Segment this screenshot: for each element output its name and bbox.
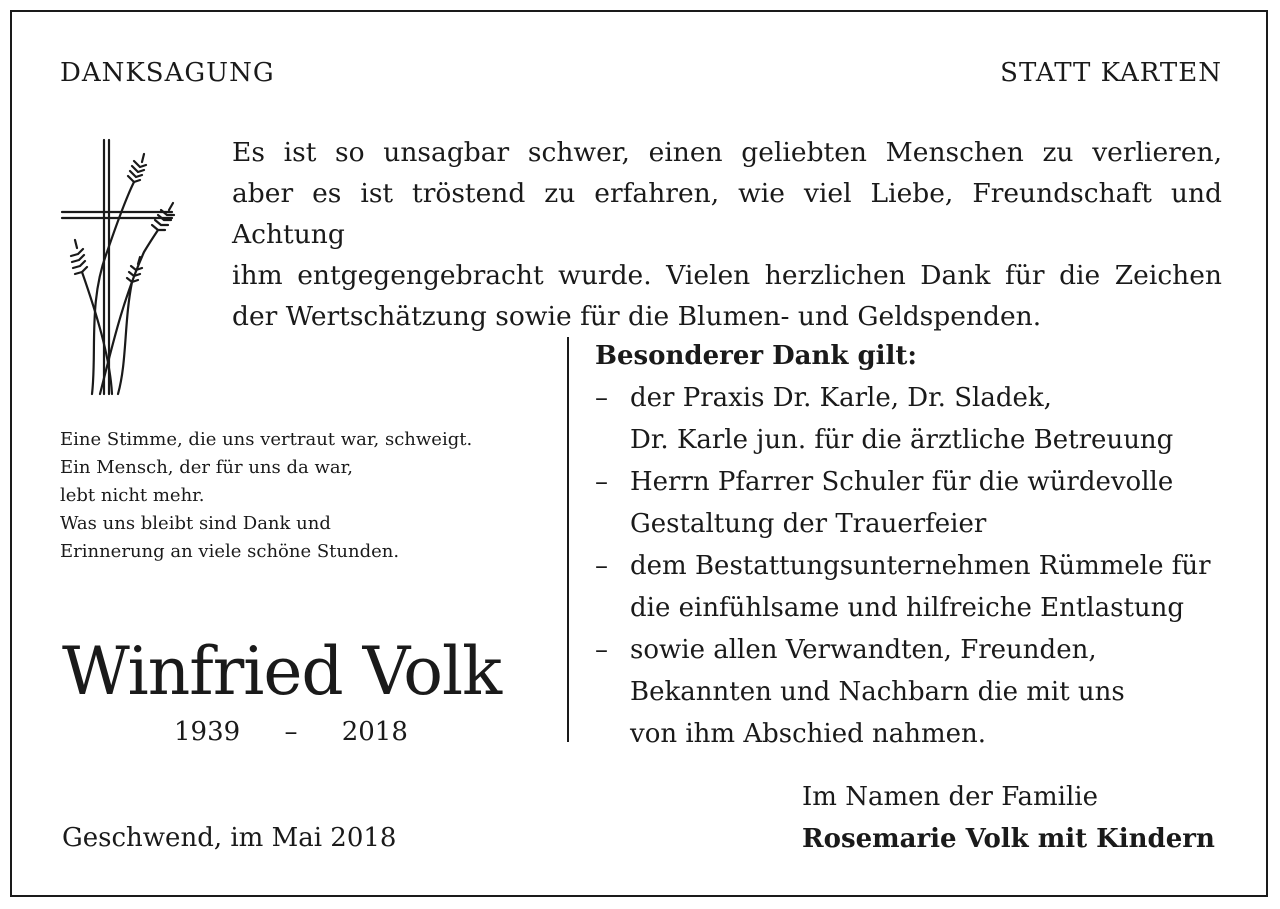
intro-line: ihm entgegengebracht wurde. Vielen herzlichen Dank für die Zeichen — [232, 260, 1222, 291]
thanks-line: Gestaltung der Trauerfeier — [630, 509, 987, 539]
thanks-line: der Praxis Dr. Karle, Dr. Sladek, — [630, 383, 1052, 413]
special-thanks — [595, 335, 1235, 755]
poem — [60, 426, 472, 566]
poem-line: Eine Stimme, die uns vertraut war, schweigt. — [60, 429, 473, 450]
poem-line: Erinnerung an viele schöne Stunden. — [60, 541, 400, 562]
dash-bullet: – — [595, 467, 608, 497]
thanks-title: Besonderer Dank gilt: — [595, 341, 918, 371]
intro-line: aber es ist tröstend zu erfahren, wie viel Liebe, Freundschaft und Achtung — [232, 178, 1222, 250]
thanks-line: von ihm Abschied nahmen. — [630, 719, 987, 749]
life-years — [174, 712, 408, 752]
poem-line: Was uns bleibt sind Dank und — [60, 513, 331, 534]
dash-bullet: – — [595, 383, 608, 413]
intro-line: Es ist so unsagbar schwer, einen geliebten Menschen zu verlieren, — [232, 137, 1222, 168]
signature — [802, 776, 1215, 860]
poem-line: lebt nicht mehr. — [60, 485, 205, 506]
birth-year: 1939 — [174, 717, 241, 747]
deceased-name: Winfried Volk — [62, 633, 502, 710]
intro-line: der Wertschätzung sowie für die Blumen- und Geldspenden. — [232, 301, 1042, 332]
thanks-line: Bekannten und Nachbarn die mit uns — [630, 677, 1125, 707]
thanks-item — [595, 629, 1235, 755]
cross-with-wheat-icon — [52, 132, 187, 402]
thanks-item — [595, 377, 1235, 461]
thanks-item — [595, 545, 1235, 629]
place-date: Geschwend, im Mai 2018 — [62, 823, 397, 853]
thanks-line: Dr. Karle jun. für die ärztliche Betreuung — [630, 425, 1174, 455]
thanks-line: dem Bestattungsunternehmen Rümmele für — [630, 551, 1211, 581]
intro-text — [232, 132, 1222, 337]
poem-line: Ein Mensch, der für uns da war, — [60, 457, 353, 478]
vertical-divider — [567, 337, 569, 742]
header-danksagung: DANKSAGUNG — [60, 58, 275, 88]
signature-family: Rosemarie Volk mit Kindern — [802, 824, 1215, 854]
thanks-line: Herrn Pfarrer Schuler für die würdevolle — [630, 467, 1174, 497]
signature-prefix: Im Namen der Familie — [802, 782, 1098, 812]
dash-bullet: – — [595, 635, 608, 665]
thanks-line: sowie allen Verwandten, Freunden, — [630, 635, 1097, 665]
header-statt-karten: STATT KARTEN — [1000, 58, 1222, 88]
death-year: 2018 — [341, 717, 408, 747]
year-separator: – — [284, 717, 298, 747]
dash-bullet: – — [595, 551, 608, 581]
thanks-item — [595, 461, 1235, 545]
thanks-line: die einfühlsame und hilfreiche Entlastung — [630, 593, 1185, 623]
